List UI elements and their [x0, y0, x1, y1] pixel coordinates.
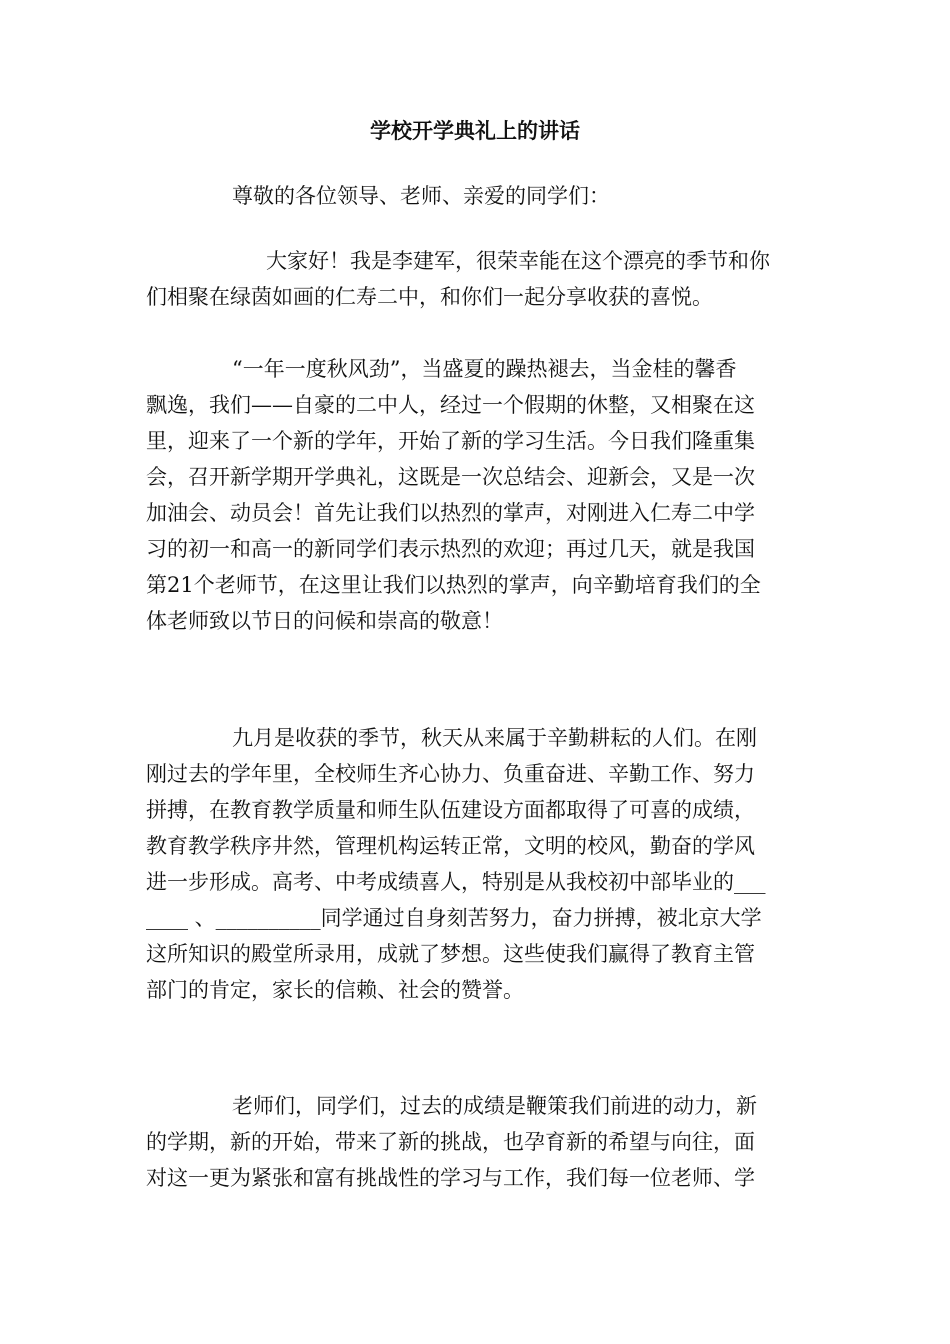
paragraph-line: 会，召开新学期开学典礼，这既是一次总结会、迎新会，又是一次 [146, 465, 755, 489]
paragraph-line: “一年一度秋风劲”，当盛夏的躁热褪去，当金桂的馨香 [232, 357, 737, 381]
paragraph-line: 们相聚在绿茵如画的仁寿二中，和你们一起分享收获的喜悦。 [146, 285, 713, 309]
paragraph-line: 这所知识的殿堂所录用，成就了梦想。这些使我们赢得了教育主管 [146, 942, 755, 966]
salutation: 尊敬的各位领导、老师、亲爱的同学们： [232, 184, 610, 208]
paragraph-line: 进一步形成。高考、中考成绩喜人，特别是从我校初中部毕业的___ [146, 870, 766, 894]
paragraph-line: 体老师致以节日的问候和崇高的敬意！ [146, 609, 503, 633]
paragraph-line: 第21个老师节，在这里让我们以热烈的掌声，向辛勤培育我们的全 [146, 573, 761, 597]
paragraph-line: 拼搏，在教育教学质量和师生队伍建设方面都取得了可喜的成绩， [146, 798, 755, 822]
paragraph-line: 飘逸，我们——自豪的二中人，经过一个假期的休整，又相聚在这 [146, 393, 755, 417]
document-title: 学校开学典礼上的讲话 [370, 118, 580, 143]
paragraph-line: 教育教学秩序井然，管理机构运转正常，文明的校风，勤奋的学风 [146, 834, 755, 858]
paragraph-line: 九月是收获的季节，秋天从来属于辛勤耕耘的人们。在刚 [232, 726, 757, 750]
paragraph-greeting [146, 243, 806, 315]
paragraph-september [146, 720, 806, 1008]
paragraph-line: 老师们，同学们，过去的成绩是鞭策我们前进的动力，新 [232, 1094, 757, 1118]
paragraph-line: ____ 、__________同学通过自身刻苦努力，奋力拼搏，被北京大学 [146, 906, 762, 930]
paragraph-line: 加油会、动员会！首先让我们以热烈的掌声，对刚进入仁寿二中学 [146, 501, 755, 525]
paragraph-line: 习的初一和高一的新同学们表示热烈的欢迎；再过几天，就是我国 [146, 537, 755, 561]
paragraph-line: 大家好！我是李建军，很荣幸能在这个漂亮的季节和你 [266, 249, 770, 273]
paragraph-line: 对这一更为紧张和富有挑战性的学习与工作，我们每一位老师、学 [146, 1166, 755, 1190]
paragraph-line: 部门的肯定，家长的信赖、社会的赞誉。 [146, 978, 524, 1002]
paragraph-line: 的学期，新的开始，带来了新的挑战，也孕育新的希望与向往，面 [146, 1130, 755, 1154]
paragraph-line: 里，迎来了一个新的学年，开始了新的学习生活。今日我们隆重集 [146, 429, 755, 453]
paragraph-autumn [146, 351, 806, 639]
paragraph-new-term [146, 1088, 806, 1196]
paragraph-line: 刚过去的学年里，全校师生齐心协力、负重奋进、辛勤工作、努力 [146, 762, 755, 786]
